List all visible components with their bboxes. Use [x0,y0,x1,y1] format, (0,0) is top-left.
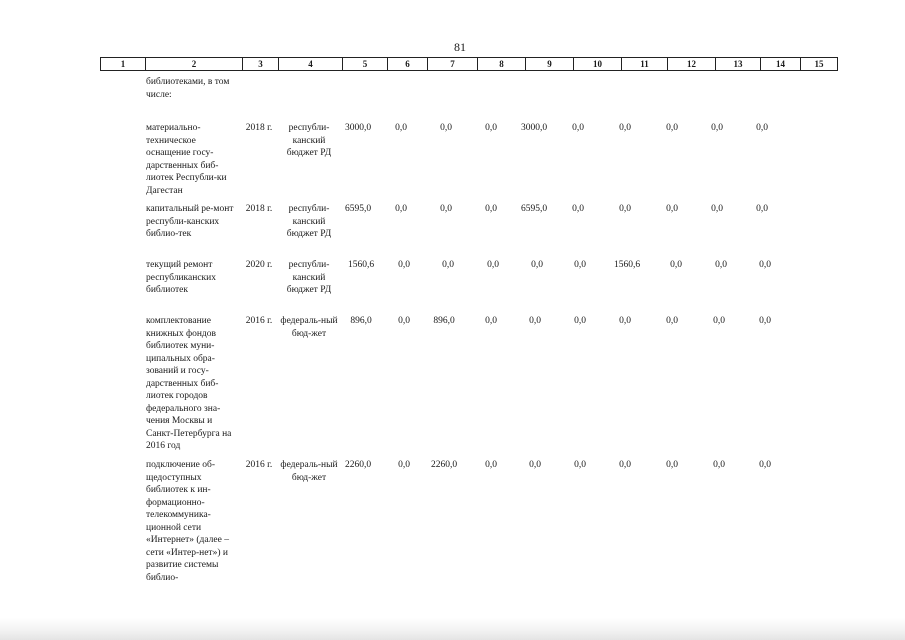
value-col-14: 0,0 [756,204,768,214]
row-description: библиотеками, в том числе: [146,77,230,100]
value-col-7: 896,0 [433,316,455,326]
value-col-8: 0,0 [485,123,497,133]
value-col-11: 0,0 [619,460,631,470]
value-col-8: 0,0 [485,204,497,214]
value-col-10: 0,0 [572,123,584,133]
value-col-12: 0,0 [666,460,678,470]
value-col-6: 0,0 [398,460,410,470]
value-col-11: 0,0 [619,204,631,214]
value-col-9: 0,0 [529,460,541,470]
value-col-5: 896,0 [350,316,372,326]
value-col-8: 0,0 [487,260,499,270]
header-col-5: 5 [342,58,387,70]
value-col-8: 0,0 [485,316,497,326]
value-col-7: 0,0 [440,204,452,214]
value-col-10: 0,0 [574,260,586,270]
header-col-10: 10 [573,58,621,70]
header-col-2: 2 [145,58,242,70]
value-col-9: 0,0 [529,316,541,326]
row-funding-source: республи-канский бюджет РД [286,123,332,158]
header-col-13: 13 [715,58,760,70]
page-bottom-edge [0,618,905,640]
value-col-9: 6595,0 [520,204,548,214]
value-col-6: 0,0 [398,316,410,326]
row-description: текущий ремонт республиканских библиотек [146,260,216,295]
header-col-8: 8 [477,58,525,70]
value-col-12: 0,0 [666,316,678,326]
value-col-9: 3000,0 [520,123,548,133]
value-col-14: 0,0 [756,123,768,133]
value-col-12: 0,0 [670,260,682,270]
header-col-6: 6 [387,58,427,70]
row-description: капитальный ре-монт республи-канских библио-тек [146,204,234,239]
row-year: 2018 г. [245,123,273,133]
value-col-13: 0,0 [713,460,725,470]
value-col-5: 1560,6 [347,260,375,270]
value-col-10: 0,0 [574,460,586,470]
header-col-15: 15 [800,58,838,70]
header-col-7: 7 [427,58,477,70]
value-col-5: 6595,0 [344,204,372,214]
value-col-7: 0,0 [440,123,452,133]
row-description: комплектование книжных фондов библиотек муни-ципальных обра-зований и госу-дарственных биб-лиотек городов федерального зна-чения Москвы и Санкт-Петербурга на 2016 год [146,316,232,451]
value-col-6: 0,0 [398,260,410,270]
header-col-14: 14 [760,58,800,70]
header-col-3: 3 [242,58,278,70]
value-col-13: 0,0 [713,316,725,326]
value-col-10: 0,0 [574,316,586,326]
row-year: 2020 г. [245,260,273,270]
page-number: 81 [454,40,466,54]
row-funding-source: федераль-ный бюд-жет [280,316,338,339]
value-col-7: 2260,0 [430,460,458,470]
value-col-6: 0,0 [395,123,407,133]
value-col-12: 0,0 [666,204,678,214]
row-year: 2016 г. [245,460,273,470]
header-col-1: 1 [100,58,145,70]
header-col-4: 4 [278,58,342,70]
value-col-12: 0,0 [666,123,678,133]
value-col-14: 0,0 [759,260,771,270]
value-col-14: 0,0 [759,316,771,326]
value-col-14: 0,0 [759,460,771,470]
value-col-6: 0,0 [395,204,407,214]
value-col-13: 0,0 [711,204,723,214]
row-description: подключение об-щедоступных библиотек к ин-формационно-телекоммуника-ционной сети «Интернет» (далее – сети «Интер-нет») и развитие системы библио- [146,460,229,583]
header-col-12: 12 [667,58,715,70]
row-funding-source: федераль-ный бюд-жет [280,460,338,483]
value-col-11: 0,0 [619,123,631,133]
column-number-header [100,57,838,71]
header-col-9: 9 [525,58,573,70]
row-year: 2016 г. [245,316,273,326]
value-col-11: 0,0 [619,316,631,326]
row-description: материально-техническое оснащение госу-дарственных биб-лиотек Республи-ки Дагестан [146,123,227,196]
value-col-5: 2260,0 [344,460,372,470]
value-col-10: 0,0 [572,204,584,214]
row-year: 2018 г. [245,204,273,214]
value-col-9: 0,0 [531,260,543,270]
value-col-7: 0,0 [442,260,454,270]
value-col-11: 1560,6 [613,260,641,270]
row-funding-source: республи-канский бюджет РД [286,260,332,295]
value-col-13: 0,0 [715,260,727,270]
header-col-11: 11 [621,58,667,70]
row-funding-source: республи-канский бюджет РД [286,204,332,239]
value-col-5: 3000,0 [344,123,372,133]
value-col-13: 0,0 [711,123,723,133]
value-col-8: 0,0 [485,460,497,470]
